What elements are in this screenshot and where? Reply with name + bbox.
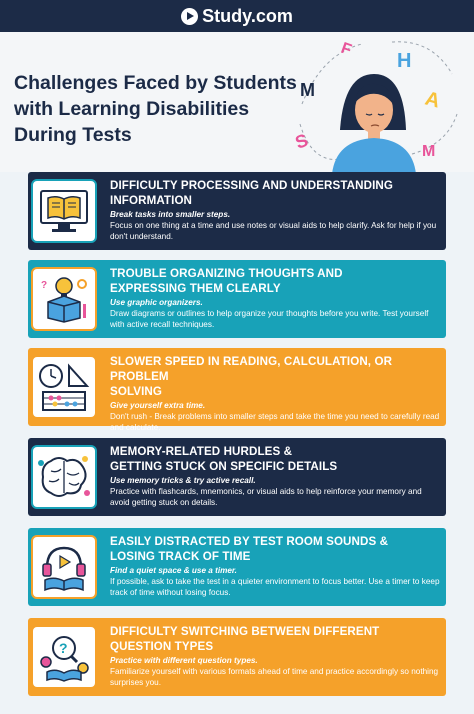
headphones-book-icon: [37, 542, 91, 592]
card-4-heading: MEMORY-RELATED HURDLES & GETTING STUCK ON SPECIFIC DETAILS: [110, 445, 338, 473]
card-3-heading: SLOWER SPEED IN READING, CALCULATION, OR PROBLEM SOLVING: [110, 355, 393, 398]
card-4-tip: Use memory tricks & try active recall.: [110, 476, 256, 485]
letter-m-left: M: [300, 80, 315, 100]
title-line-1: Challenges Faced by Students: [14, 72, 297, 94]
brand-logo[interactable]: [181, 6, 293, 27]
card-3-tip: Give yourself extra time.: [110, 401, 206, 410]
card-1-tip: Break tasks into smaller steps.: [110, 210, 231, 219]
challenge-card-5: [28, 528, 446, 606]
card-2-content: [110, 266, 440, 330]
card-5-body: If possible, ask to take the test in a quieter environment to focus better. Use a timer to keep track of time without losing focus.: [110, 577, 440, 597]
top-bar: [0, 0, 474, 32]
card-6-tip: Practice with different question types.: [110, 656, 258, 665]
card-2-body: Draw diagrams or outlines to help organize your thoughts before you write. Test yourself with active recall techniques.: [110, 309, 429, 329]
title-line-2: with Learning Disabilities: [14, 98, 250, 120]
svg-text:?: ?: [41, 280, 48, 291]
challenge-card-4: [28, 438, 446, 516]
card-6-body: Familiarize yourself with various formats ahead of time and practice accordingly so nothing surprises you.: [110, 667, 439, 687]
idea-box-icon: [38, 274, 90, 324]
letter-s: S: [292, 129, 311, 153]
student-illustration: [292, 34, 462, 174]
card-2-tip: Use graphic organizers.: [110, 298, 203, 307]
letter-m-right: M: [422, 143, 436, 160]
card-4-content: [110, 444, 440, 508]
card-3-content: [110, 354, 440, 433]
card-2-heading: TROUBLE ORGANIZING THOUGHTS AND EXPRESSING THEM CLEARLY: [110, 267, 343, 295]
card-1-heading: DIFFICULTY PROCESSING AND UNDERSTANDING INFORMATION: [110, 179, 394, 207]
clock-abacus-icon: [37, 362, 91, 412]
page-title: [14, 70, 304, 148]
challenge-card-2: [28, 260, 446, 338]
title-line-3: During Tests: [14, 124, 132, 146]
card-5-content: [110, 534, 440, 598]
challenge-card-6: [28, 618, 446, 696]
brand-name: Study.com: [202, 5, 293, 26]
svg-text:?: ?: [59, 640, 68, 656]
play-icon: [181, 8, 198, 25]
card-1-content: [110, 178, 440, 242]
card-6-content: [110, 624, 440, 688]
card-6-heading: DIFFICULTY SWITCHING BETWEEN DIFFERENT QUESTION TYPES: [110, 625, 380, 653]
letter-f: F: [338, 39, 354, 60]
card-5-heading: EASILY DISTRACTED BY TEST ROOM SOUNDS & LOSING TRACK OF TIME: [110, 535, 389, 563]
letter-h: H: [397, 50, 412, 72]
question-gears-icon: [37, 632, 91, 682]
card-5-tip: Find a quiet space & use a timer.: [110, 566, 237, 575]
book-monitor-icon: [38, 188, 90, 234]
card-3-body: Don't rush - Break problems into smaller steps and take the time you need to carefully read and calculate.: [110, 412, 440, 432]
challenge-card-3: [28, 348, 446, 432]
challenge-card-1: [28, 172, 446, 250]
brain-icon: [37, 453, 91, 501]
letter-a: A: [422, 87, 443, 113]
card-4-body: Practice with flashcards, mnemonics, or visual aids to help reinforce your memory and avoid getting stuck on details.: [110, 487, 422, 507]
card-1-body: Focus on one thing at a time and use notes or visual aids to help clarify. Ask for help if you don't understand.: [110, 221, 437, 241]
